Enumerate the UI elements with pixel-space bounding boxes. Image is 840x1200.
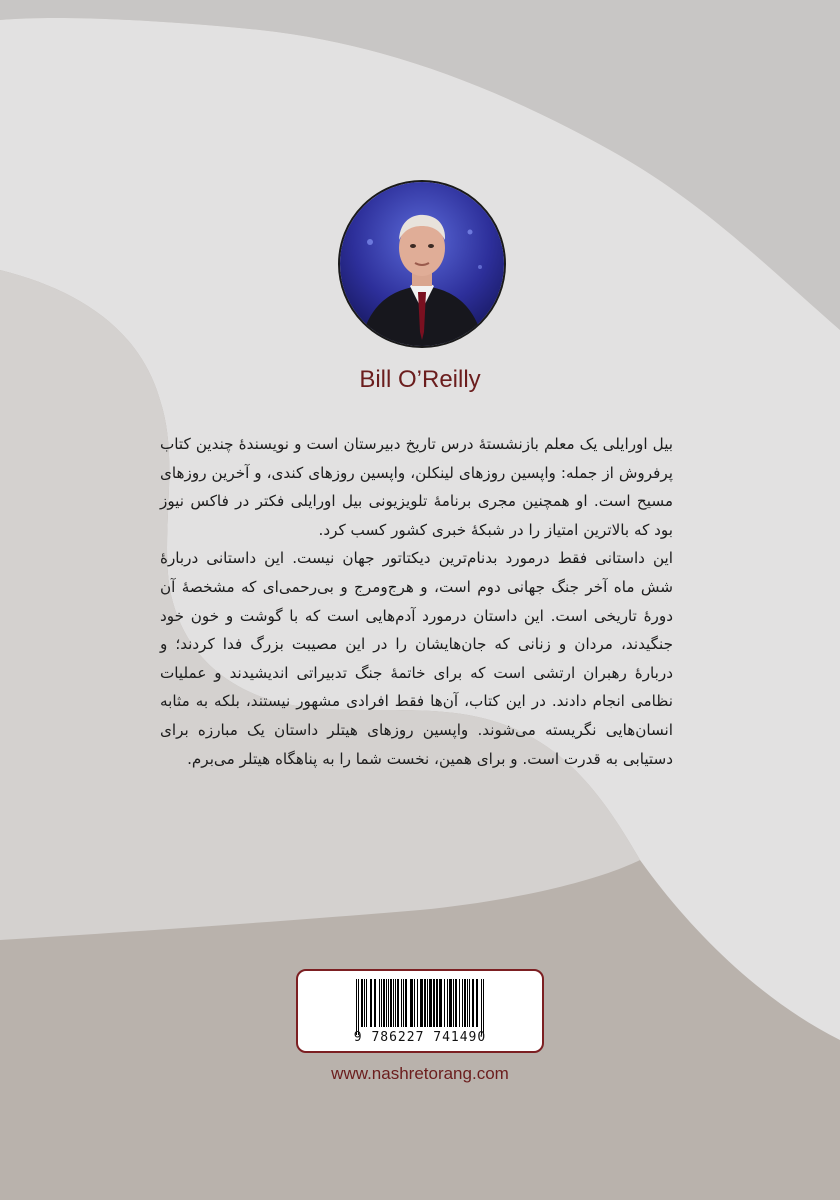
publisher-website[interactable]: www.nashretorang.com: [331, 1064, 509, 1083]
bio-paragraph: این داستانی فقط درمورد بدنام‌ترین دیکتاتور جهان نیست. این داستانی دربارهٔ شش ماه آخر جنگ جهانی دوم است، و هرج‌ومرج و بی‌رحمی‌ای که مشخصهٔ آن دورهٔ تاریخی است. این داستان درمورد آدم‌هایی است که با گوشت و خون خود جنگیدند، مردان و زنانی که جان‌هایشان را در این مصیبت بزرگ فدا کردند؛ و دربارهٔ رهبران ارتشی است که برای خاتمهٔ جنگ تدبیراتی اندیشیدند و عملیات نظامی انجام دادند. در این کتاب، آن‌ها فقط افرادی مشهور نیستند، بلکه به مثابه انسان‌هایی نگریسته می‌شوند. واپسین روزهای هیتلر داستان یک مبارزه برای دستیابی به قدرت است. و برای همین، نخست شما را به پناهگاه هیتلر می‌برم.: [160, 549, 673, 768]
author-bio: [160, 430, 673, 773]
isbn-number: 9 786227 741490: [353, 1030, 487, 1045]
isbn-barcode: [296, 969, 544, 1053]
bio-paragraph: بیل اورایلی یک معلم بازنشستهٔ درس تاریخ دبیرستان است و نویسندهٔ چندین کتاب پرفروش از جمله: واپسین روزهای لینکلن، واپسین روزهای کندی، و آخرین روزهای مسیح است. او همچنین مجری برنامهٔ تلویزیونی بیل اورایلی فکتر در فاکس نیوز بود که بالاترین امتیاز را در شبکهٔ خبری کشور کسب کرد.: [160, 435, 673, 539]
author-portrait: [338, 180, 506, 348]
author-photo: [340, 182, 504, 346]
author-name: Bill O’Reilly: [359, 366, 481, 393]
